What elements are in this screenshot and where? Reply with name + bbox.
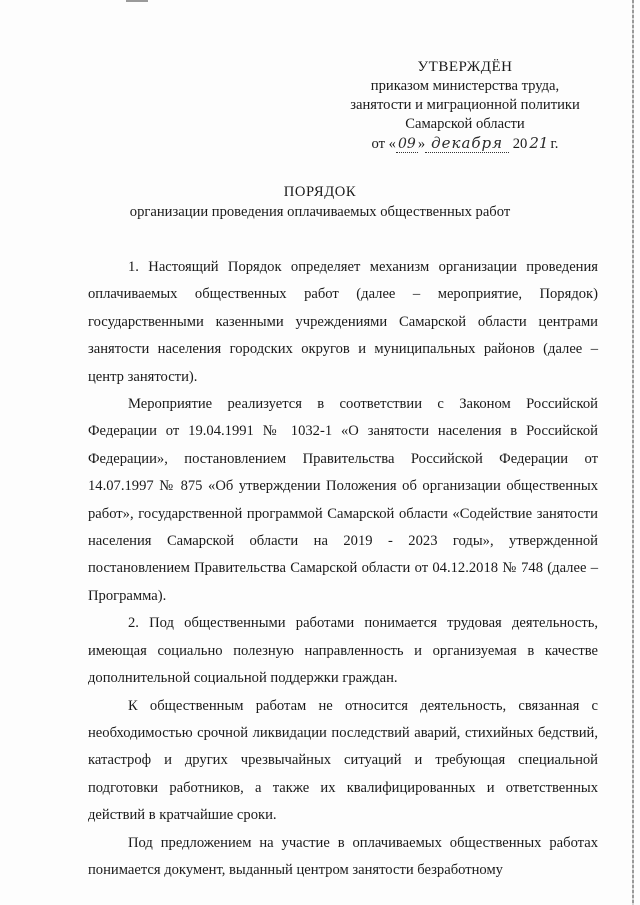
paragraph: Мероприятие реализуется в соответствии с Законом Российской Федерации от 19.04.1991 № 1032-1 «О занятости населения в Российской Федерации», постановлением Правительства Российской Федерации от 14.07.1997 № 875 «Об утверждении Положения об организации общественных работ», государственной программой Самарской области «Содействие занятости населения Самарской области на 2019 - 2023 годы», утвержденной постановлением Правительства Самарской области от 04.12.2018 № 748 (далее – Программа). [88, 396, 598, 604]
approval-heading: УТВЕРЖДЁН [417, 59, 513, 75]
approval-line: занятости и миграционной политики [350, 97, 580, 113]
date-prefix: от « [371, 136, 396, 152]
paragraph: 2. Под общественными работами понимается трудовая деятельность, имеющая социально полезную направленность и организуемая в качестве дополнительной социальной поддержки граждан. [88, 615, 598, 687]
paragraph: К общественным работам не относится деятельность, связанная с необходимостью срочной ликвидации последствий аварий, стихийных бедствий, катастроф и других чрезвычайных ситуаций и требующая специальной подготовки работников, а также их квалифицированных и ответственных действий в кратчайшие сроки. [88, 697, 598, 824]
document-title: ПОРЯДОК [283, 184, 357, 200]
document-header [40, 182, 600, 222]
approval-line: Самарской области [405, 116, 525, 132]
date-year-handwritten: 21 [529, 134, 549, 152]
date-year-prefix: 20 [512, 136, 528, 152]
paragraph: Под предложением на участие в оплачиваемых общественных работах понимается документ, выданный центром занятости безработному [88, 834, 598, 878]
date-month-handwritten: декабря [425, 134, 509, 153]
approval-line: приказом министерства труда, [370, 78, 560, 94]
scan-artifact [126, 0, 148, 2]
document-subtitle: организации проведения оплачиваемых общественных работ [129, 204, 511, 220]
paragraph: 1. Настоящий Порядок определяет механизм организации проведения оплачиваемых общественных работ (далее – мероприятие, Порядок) государственными казенными учреждениями Самарской области центрами занятости населения городских округов и муниципальных районов (далее – центр занятости). [88, 259, 598, 385]
date-day-handwritten: 09 [397, 136, 416, 152]
document-body [88, 254, 598, 884]
date-mid: » [417, 136, 426, 152]
approval-date [372, 134, 559, 154]
approval-block [330, 58, 600, 154]
date-suffix: г. [550, 136, 559, 152]
scan-edge [632, 0, 634, 905]
